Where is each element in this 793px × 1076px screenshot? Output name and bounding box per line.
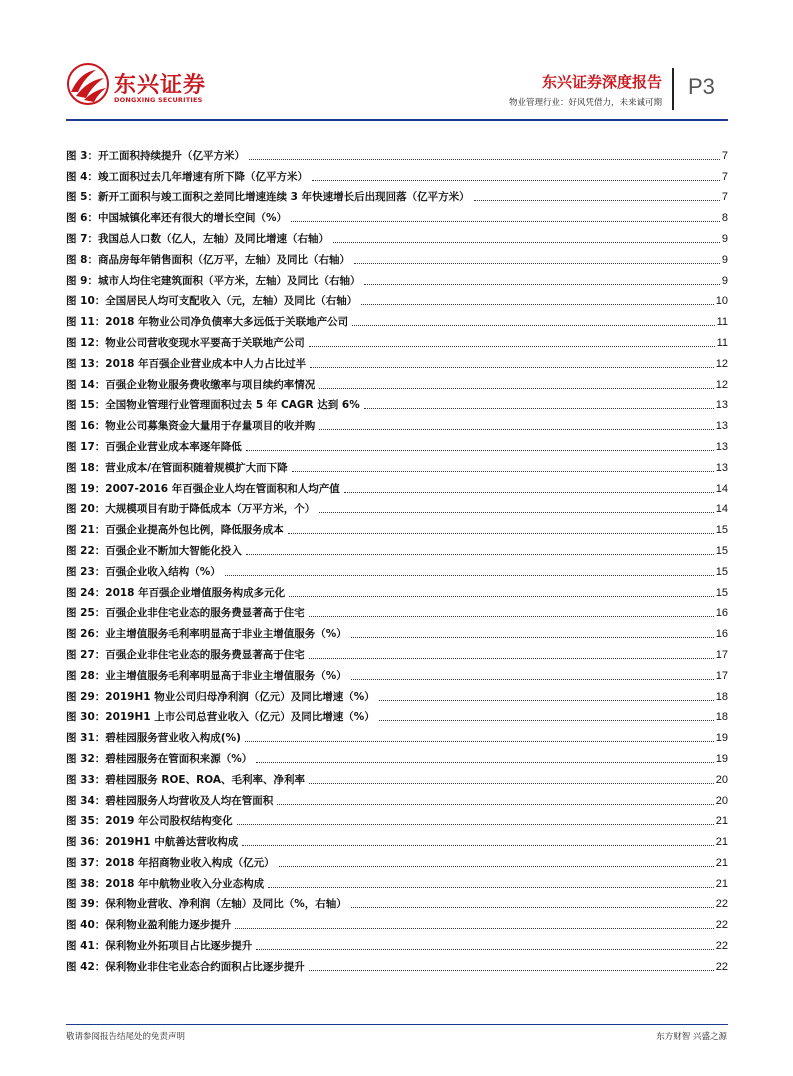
- toc-entry-page: 15: [715, 544, 728, 557]
- toc-entry[interactable]: [66, 184, 728, 205]
- toc-leader-dots: [309, 658, 714, 659]
- figure-index-list: [66, 142, 728, 974]
- toc-entry-label: 图 15：全国物业管理行业管理面积过去 5 年 CAGR 达到 6%: [66, 399, 360, 412]
- toc-entry-page: 15: [715, 565, 728, 578]
- toc-entry-page: 11: [716, 336, 728, 349]
- toc-entry-label: 图 20：大规模项目有助于降低成本（万平方米，个）: [66, 503, 316, 516]
- toc-leader-dots: [310, 367, 714, 368]
- toc-entry[interactable]: [66, 246, 728, 267]
- toc-entry[interactable]: [66, 225, 728, 246]
- toc-entry[interactable]: [66, 787, 728, 808]
- toc-entry-label: 图 11：2018 年物业公司净负债率大多远低于关联地产公司: [66, 316, 349, 329]
- toc-entry-page: 20: [715, 794, 728, 807]
- toc-entry-label: 图 32：碧桂园服务在管面积来源（%）: [66, 752, 253, 765]
- toc-entry-label: 图 42：保利物业非住宅业态合约面积占比逐步提升: [66, 960, 305, 973]
- toc-entry-label: 图 40：保利物业盈利能力逐步提升: [66, 919, 232, 932]
- toc-entry-page: 22: [715, 919, 728, 932]
- toc-leader-dots: [309, 346, 715, 347]
- toc-leader-dots: [319, 429, 713, 430]
- toc-entry-label: 图 33：碧桂园服务 ROE、ROA、毛利率、净利率: [66, 773, 305, 786]
- toc-entry-page: 21: [715, 856, 728, 869]
- toc-entry[interactable]: [66, 433, 728, 454]
- toc-entry-page: 19: [715, 732, 728, 745]
- toc-leader-dots: [235, 928, 713, 929]
- toc-entry-page: 16: [715, 607, 728, 620]
- toc-entry-label: 图 37：2018 年招商物业收入构成（亿元）: [66, 856, 275, 869]
- toc-leader-dots: [237, 824, 714, 825]
- header-rule: [66, 119, 728, 121]
- toc-entry-label: 图 28：业主增值服务毛利率明显高于非业主增值服务（%）: [66, 669, 347, 682]
- toc-leader-dots: [242, 845, 714, 846]
- toc-entry[interactable]: [66, 350, 728, 371]
- toc-entry-page: 17: [715, 648, 728, 661]
- toc-entry[interactable]: [66, 828, 728, 849]
- toc-entry-page: 9: [721, 232, 728, 245]
- toc-entry-page: 21: [715, 815, 728, 828]
- toc-leader-dots: [319, 388, 713, 389]
- toc-leader-dots: [379, 700, 714, 701]
- toc-entry-page: 15: [715, 586, 728, 599]
- toc-leader-dots: [289, 596, 714, 597]
- toc-entry-label: 图 10：全国居民人均可支配收入（元，左轴）及同比（右轴）: [66, 295, 358, 308]
- toc-entry[interactable]: [66, 308, 728, 329]
- toc-entry[interactable]: [66, 953, 728, 974]
- toc-entry[interactable]: [66, 683, 728, 704]
- toc-entry-page: 7: [721, 191, 728, 204]
- toc-leader-dots: [351, 907, 714, 908]
- toc-entry[interactable]: [66, 620, 728, 641]
- toc-entry-label: 图 16：物业公司募集资金大量用于存量项目的收并购: [66, 420, 316, 433]
- toc-entry[interactable]: [66, 267, 728, 288]
- toc-entry-page: 7: [721, 149, 728, 162]
- toc-leader-dots: [279, 866, 714, 867]
- toc-entry-page: 22: [715, 940, 728, 953]
- toc-entry[interactable]: [66, 870, 728, 891]
- toc-entry-page: 14: [715, 482, 728, 495]
- toc-leader-dots: [309, 783, 714, 784]
- toc-entry[interactable]: [66, 641, 728, 662]
- toc-entry-page: 16: [715, 628, 728, 641]
- toc-leader-dots: [246, 554, 714, 555]
- toc-leader-dots: [277, 804, 713, 805]
- toc-entry-page: 13: [715, 420, 728, 433]
- toc-leader-dots: [291, 221, 720, 222]
- toc-entry-page: 18: [715, 711, 728, 724]
- toc-leader-dots: [474, 200, 720, 201]
- toc-entry[interactable]: [66, 745, 728, 766]
- toc-entry[interactable]: [66, 891, 728, 912]
- toc-entry-page: 20: [715, 773, 728, 786]
- toc-entry[interactable]: [66, 163, 728, 184]
- header-divider: [672, 68, 674, 110]
- toc-entry[interactable]: [66, 766, 728, 787]
- toc-entry-label: 图 13：2018 年百强企业营业成本中人力占比过半: [66, 357, 307, 370]
- toc-leader-dots: [379, 720, 714, 721]
- toc-entry-label: 图 5：新开工面积与竣工面积之差同比增速连续 3 年快速增长后出现回落（亿平方米）: [66, 191, 470, 204]
- toc-entry[interactable]: [66, 724, 728, 745]
- toc-entry-page: 21: [715, 877, 728, 890]
- toc-entry[interactable]: [66, 704, 728, 725]
- toc-entry-label: 图 25：百强企业非住宅业态的服务费显著高于住宅: [66, 607, 305, 620]
- toc-entry-label: 图 27：百强企业非住宅业态的服务费显著高于住宅: [66, 648, 305, 661]
- toc-entry-page: 19: [715, 752, 728, 765]
- toc-leader-dots: [354, 263, 720, 264]
- footer-slogan: 东方财智 兴盛之源: [656, 1032, 727, 1042]
- toc-entry-label: 图 23：百强企业收入结构（%）: [66, 565, 221, 578]
- toc-leader-dots: [319, 512, 713, 513]
- toc-entry-label: 图 36：2019H1 中航善达营收构成: [66, 836, 239, 849]
- toc-entry-page: 11: [716, 316, 728, 329]
- toc-entry-page: 7: [721, 170, 728, 183]
- toc-leader-dots: [292, 471, 714, 472]
- toc-entry-label: 图 14：百强企业物业服务费收缴率与项目续约率情况: [66, 378, 316, 391]
- toc-entry-label: 图 17：百强企业营业成本率逐年降低: [66, 440, 242, 453]
- toc-entry-page: 8: [721, 212, 728, 225]
- toc-entry-page: 10: [715, 295, 728, 308]
- toc-entry[interactable]: [66, 579, 728, 600]
- toc-entry[interactable]: [66, 371, 728, 392]
- toc-entry-label: 图 22：百强企业不断加大智能化投入: [66, 544, 242, 557]
- logo-mark-icon: [66, 62, 110, 106]
- toc-entry-label: 图 39：保利物业营收、净利润（左轴）及同比（%，右轴）: [66, 898, 347, 911]
- toc-entry-label: 图 41：保利物业外拓项目占比逐步提升: [66, 940, 253, 953]
- toc-entry-page: 14: [715, 503, 728, 516]
- toc-leader-dots: [352, 325, 714, 326]
- toc-entry-label: 图 34：碧桂园服务人均营收及人均在管面积: [66, 794, 274, 807]
- toc-entry-label: 图 31：碧桂园服务营业收入构成(%): [66, 732, 241, 745]
- toc-leader-dots: [351, 679, 714, 680]
- toc-leader-dots: [288, 533, 714, 534]
- toc-entry-page: 22: [715, 898, 728, 911]
- toc-leader-dots: [344, 492, 714, 493]
- toc-leader-dots: [312, 180, 720, 181]
- toc-entry[interactable]: [66, 412, 728, 433]
- toc-entry[interactable]: [66, 911, 728, 932]
- toc-entry[interactable]: [66, 392, 728, 413]
- toc-entry-page: 9: [721, 253, 728, 266]
- toc-entry[interactable]: [66, 558, 728, 579]
- toc-entry-page: 21: [715, 836, 728, 849]
- toc-leader-dots: [268, 887, 714, 888]
- toc-entry[interactable]: [66, 516, 728, 537]
- logo-text-cn: 东兴证券: [114, 73, 207, 98]
- toc-leader-dots: [249, 159, 720, 160]
- footer-rule: [66, 1024, 728, 1025]
- toc-entry-label: 图 24：2018 年百强企业增值服务构成多元化: [66, 586, 286, 599]
- toc-entry[interactable]: [66, 496, 728, 517]
- logo-text-en: DONGXING SECURITIES: [114, 96, 203, 104]
- toc-entry-label: 图 35：2019 年公司股权结构变化: [66, 815, 233, 828]
- toc-entry-label: 图 4：竣工面积过去几年增速有所下降（亿平方米）: [66, 170, 308, 183]
- toc-entry[interactable]: [66, 329, 728, 350]
- toc-entry[interactable]: [66, 288, 728, 309]
- toc-entry-page: 15: [715, 524, 728, 537]
- toc-leader-dots: [246, 450, 714, 451]
- footer-disclaimer: 敬请参阅报告结尾处的免责声明: [66, 1032, 186, 1042]
- toc-entry-label: 图 3：开工面积持续提升（亿平方米）: [66, 149, 245, 162]
- toc-entry-page: 17: [715, 669, 728, 682]
- toc-entry[interactable]: [66, 932, 728, 953]
- toc-entry[interactable]: [66, 662, 728, 683]
- toc-leader-dots: [245, 741, 714, 742]
- toc-entry[interactable]: [66, 537, 728, 558]
- toc-leader-dots: [309, 970, 714, 971]
- toc-entry-label: 图 18：营业成本/在管面积随着规模扩大而下降: [66, 461, 288, 474]
- toc-entry-label: 图 19：2007-2016 年百强企业人均在管面积和人均产值: [66, 482, 340, 495]
- toc-entry-label: 图 7：我国总人口数（亿人，左轴）及同比增速（右轴）: [66, 232, 329, 245]
- toc-entry-label: 图 38：2018 年中航物业收入分业态构成: [66, 877, 265, 890]
- report-subtitle: 物业管理行业：好风凭借力，未来诚可期: [508, 98, 662, 108]
- toc-leader-dots: [351, 637, 714, 638]
- toc-entry-page: 22: [715, 960, 728, 973]
- company-logo: [66, 62, 216, 110]
- toc-leader-dots: [333, 242, 720, 243]
- toc-entry-page: 18: [715, 690, 728, 703]
- toc-leader-dots: [364, 408, 714, 409]
- toc-leader-dots: [256, 762, 713, 763]
- toc-entry-label: 图 9：城市人均住宅建筑面积（平方米，左轴）及同比（右轴）: [66, 274, 361, 287]
- report-type-title: 东兴证券深度报告: [541, 73, 662, 91]
- toc-entry-label: 图 26：业主增值服务毛利率明显高于非业主增值服务（%）: [66, 628, 347, 641]
- toc-entry-page: 12: [715, 378, 728, 391]
- toc-entry-label: 图 6：中国城镇化率还有很大的增长空间（%）: [66, 212, 287, 225]
- toc-entry-page: 12: [715, 357, 728, 370]
- toc-entry[interactable]: [66, 475, 728, 496]
- toc-leader-dots: [256, 949, 713, 950]
- toc-leader-dots: [309, 616, 714, 617]
- toc-entry[interactable]: [66, 204, 728, 225]
- toc-leader-dots: [364, 284, 719, 285]
- toc-leader-dots: [225, 575, 714, 576]
- toc-entry[interactable]: [66, 600, 728, 621]
- toc-entry[interactable]: [66, 808, 728, 829]
- toc-entry[interactable]: [66, 454, 728, 475]
- toc-leader-dots: [361, 304, 713, 305]
- toc-entry-label: 图 29：2019H1 物业公司归母净利润（亿元）及同比增速（%）: [66, 690, 375, 703]
- page-label: P3: [688, 74, 715, 99]
- toc-entry-label: 图 30：2019H1 上市公司总营业收入（亿元）及同比增速（%）: [66, 711, 375, 724]
- toc-entry-label: 图 8：商品房每年销售面积（亿万平，左轴）及同比（右轴）: [66, 253, 350, 266]
- toc-entry-page: 13: [715, 461, 728, 474]
- toc-entry-label: 图 21：百强企业提高外包比例，降低服务成本: [66, 524, 284, 537]
- toc-entry[interactable]: [66, 849, 728, 870]
- toc-entry-page: 9: [721, 274, 728, 287]
- toc-entry-page: 13: [715, 399, 728, 412]
- toc-entry-page: 13: [715, 440, 728, 453]
- toc-entry-label: 图 12：物业公司营收变现水平要高于关联地产公司: [66, 336, 305, 349]
- toc-entry[interactable]: [66, 142, 728, 163]
